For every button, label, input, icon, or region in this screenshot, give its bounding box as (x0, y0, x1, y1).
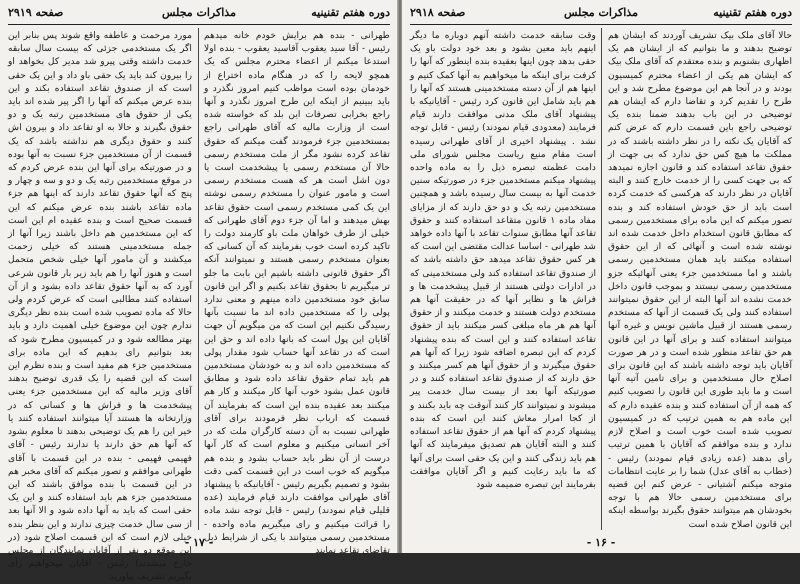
right-page (402, 0, 800, 553)
left-header-title: مذاكرات مجلس (162, 6, 236, 19)
right-column-left-text: وقت سابقه خدمت داشته آنهم دوباره ما دیگر اینهم باید معین بشود و بعد خود دولت باو یک حقی بدهد چون اینها بعقیده بنده اینطور که آنها را کرفت برای اینکه ما میخواهیم به آنها کمک کنیم و اینها هم از آن دسته مستخدمینی هستند که آنها را هم باید شامل این قانون کرد رئیس - آقایانیکه با پیشنهاد آقای ملک مدنی موافقت دارند قیام فرمایند (معدودی قیام نمودند) رئیس - قابل توجه نشد . پیشنهاد اخیری از آقای طهرانی رسیده است مقام منیع ریاست مجلس شورای ملی دامت عظمته تبصره ذیل را به ماده واحده پیشنهاد میکنم مستخدمین جزء در صورتیکه سنین خدمت آنها به بیست سال رسیده باشد و همچنین مستخدمین رتبه یک و دو حق دارند که از مزایای مفاد ماده ۱ قانون متقاعد استفاده کنند و حقوق تقاعد آنها مطابق سنوات تقاعد با آنها داده خواهد شد طهرانی - اساسا عدالت مقتضی این است که هر کس حقوق تقاعد میدهد حق داشته باشد که از صندوق تقاعد استفاده کند ولی مستخدمینی که در ادارات دولتی هستند از قبیل پیشخدمت ها و فراش ها و نظایر آنها که در حقیقت آنها هم مستخدم دولت هستند و خدمت میکنند و از حقوق آنها هم هر ماه مبلغی کسر میکنند باید از حقوق تقاعد استفاده کنند و این است که بنده پیشنهاد کردم که این تبصره اضافه شود زیرا که آنها هم حقوق میگیرند و از حقوق آنها هم کسر میکنند و حق دارند که از صندوق تقاعد استفاده کنند و در صورتیکه آنها بعد از بیست سال خدمت پیر میشوند و نمیتوانند کار کنند آنوقت چه باید بکنند و از کجا امرار معاش کنند این است که بنده پیشنهاد کردم که آنها هم از حقوق تقاعد استفاده کنند و البته آقایان هم تصدیق میفرمایند که آنها هم باید زندگی کنند و این یک حقی است برای آنها که ما باید رعایت کنیم و اگر آقایان موافقت بفرمایند این تبصره ضمیمه شود (410, 30, 596, 490)
right-header-title: مذاكرات مجلس (564, 6, 638, 19)
right-column-right-text: حالا آقای ملک بیک تشریف آوردند که ایشان هم توضیح بدهند و ما بتوانیم که از ایشان هم یک اظهاری بشنویم و بنده معتقدم که آقای ملک بیک که ایشان هم یکی از اعضاء محترم کمیسیون بودند و در آنجا هم این موضوع مطرح شد و این طرح را تقدیم کرد و تقاضا دارم که ایشان هم توضیحی در این باب بدهند ضمنا بنده یک توضیحی راجع باین قسمت دارم که عرض کنم که آقایان یک نکته را در نظر داشته باشند که در مملکت ما هیچ کس حق ندارد که بی جهت از حقوق تقاعد استفاده کند و قانون اجازه نمیدهد که بی جهت کسی را از خدمت خارج کنند و البته آقایان در نظر دارند که هرکسی که خدمت کرده است باید از حق خودش استفاده کند و بنده تصور میکنم که این ماده برای مستخدمین رسمی که مطابق قانون استخدام داخل خدمت شده اند نوشته شده است و آنهائی که از این حقوق استفاده میکنند باید همان مستخدمین رسمی باشند و اما مستخدمین جزء یعنی آنهائیکه جزو مستخدمین رسمی نیستند و بموجب قانون داخل خدمت نشده اند آنها البته از این حقوق نمیتوانند استفاده کنند ولی یک قسمت از آنها که مستخدم رسمی هستند از قبیل ماشین نویس و غیره آنها میتوانند استفاده کنند و برای آنها در این قانون هم حق تقاعد منظور شده است و در هر صورت آقایان باید توجه داشته باشند که این قانون برای اصلاح حال مستخدمین و برای تامین آتیه آنها است و ما باید طوری این قانون را تصویب کنیم که همه از آن استفاده کنند و بنده عقیده دارم که این ماده هم به همین ترتیب که در کمیسیون تصویب شده است خوب است و اصلاح لازم ندارد و بنده موافقم که آقایان با همین ترتیب رأی بدهند (عده زیادی قیام نمودند) رئیس - (خطاب به آقای عدل) شما را بر عایت انتظامات متوجه میکنم آشتیانی - عرض کنم این قضیه برای مستخدمین رسمی حالا هم با توجه بخودشان هم میتوانند حقوق بگیرند بواسطه اینکه این قانون اصلاح شده است (608, 30, 792, 530)
left-page (0, 0, 398, 583)
left-column-right (204, 29, 390, 556)
left-page-number: - ۱۷ - (184, 536, 214, 549)
right-page-number: - ۱۶ - (586, 536, 616, 549)
right-header-page: صفحه ۲۹۱۸ (410, 6, 466, 19)
left-column-left (8, 29, 192, 583)
left-header-session: دوره هفتم تقنينيه (311, 6, 390, 19)
left-header-rule (8, 24, 390, 25)
left-column-divider (198, 28, 199, 530)
left-column-right-text: طهرانی - بنده هم برایش خودم خانه میدهم رئیس - آقا سید یعقوب آقاسید یعقوب - بنده اولا استدعا میکنم از اعضاء محترم مجلس که یک همچو لایحه را که در هنگام ماده اختراع از خودمان بوده است مواظب کنیم امروز نگذرد و باید ببینیم از اینکه این طرح امروز نگذرد و آنها راجع بخرابی تصرفات این بلد که خواسته شده است از وزارت مالیه که آقای طهرانی راجع بمستخدمین جزء فرمودند گفت میکنم که حقوق تقاعد کرده نشود مگر از ملت مستخدم رسمی حالا آن مستخدم رسمی یا پیشخدمت است یا دون اشل است هر که هست مستخدم رسمی است و مامور عنوان را مستخدم رسمی نوشته این یک کمی مستخدم رسمی است حقوق تقاعد بهش میدهند و اما آن جزء دوم آقای طهرانی که خیلی از طرف خواهان ملت باو کارمند دولت را تاکید کرده است خوب بفرمایند که آن کسانی که بعنوان مستخدم رسمی هستند و نمیتوانند آنکه اگر حقوق قانونی داشته باشیم این بابت ما جلو تر میگیریم تا بحقوق تقاعد بکنیم و اگر این قانون سابق خود مستخدمین داده مینهم و معنی ندارد پولی را که مستخدمین داده اند ما نسبت بآنها رسیدگی نکنیم این است که من میگویم آن جهت آقایان این پول است که بانها داده اند و حق این است که در تقاعد آنها حساب شود مقدار پولی که مستخدمین داده اند و به خودشان مستخدمین هم باید تمام حقوق تقاعد داده شود و مطابق قانون عمل بشود خوب آنها کار میکنند و کار هم میکنند بعد عقیده بنده این است که بفرمایند آن قسمت که ارباب نظر فرمودند برای آقای طهرانی نسبت به آن دسته کارگران ملت که در آخر انسانی میکنیم و معلوم است که کار آنها درست از آن نظر باید حساب بشود و بنده هم میگویم که خوب است در این قسمت کمی دقت بشود و تصمیم بگیریم رئیس - آقایانیکه با پیشنهاد آقای طهرانی موافقت دارند قیام فرمایند (عده قلیلی قیام نمودند) رئیس - قابل توجه نشد ماده را قرائت میکنیم و رای میگیریم ماده واحده - مستخدمین رسمی میتوانند با یکی از شرایط ذیل تقاضای تقاعد نمایند (204, 30, 390, 556)
right-column-divider (601, 28, 602, 530)
right-column-left (410, 29, 596, 529)
left-header-page: صفحه ۲۹۱۹ (8, 6, 64, 19)
left-page-header (8, 6, 390, 24)
right-header-rule (410, 24, 792, 25)
right-column-right (608, 29, 792, 529)
right-page-header (410, 6, 792, 24)
left-column-left-text: مورد مرحمت و عاطفه واقع شوند پس بنابر این اگر یک مستخدمی جزئی که بیست سال سابقه خدمت داشته وقتی پیرو شد مدیر کل بخواهد او را بیرون کند باید یک حقی باو داد و این یک حقی است که از صندوق تقاعد استفاده بکند و این بنده عرض میکنم که آنها را اگر پیر شده اند باید یکی از حقوق های مستخدمین رتبه یک و دو حقوق بگیرند و حالا به او تقاعد داد و بیرون اش کنند و حقوق دیگری هم نداشته باشد که یک قسمت از آن مستخدمین جزء نسبت به آنها بوده و در صورتیکه برای آنها این بنده عرض کردم که در موقع مستخدمین رتبه یک و دو و سه و چهار و پنج که آنها حقوق تقاعد دارند که اینها هم جزء ماده تقاعد باشند بنده عرض میکنم که این قسمت صحیح است و بنده عقیده ام این است که این مستخدمین هم داخل باشند زیرا آنها از جمله مستخدمینی هستند که خیلی زحمت میکشند و آن مامور آنها خیلی شخص متحمل است و هنوز آنها را هم باید زیر بار قانون شرعی آورد که به آنها حقوق تقاعد داده بشود و از آن استفاده کنند مطالبی است که عرض کردم ولی حالا که ماده تصویب شده است بنده نظر دیگری ندارم چون این موضوع خیلی اهمیت دارد و باید بهتر مطالعه شود و در کمیسیون مطرح شود که بعد بتوانیم رای بدهیم که این ماده برای مستخدمین جزء هم مفید است و بنده نظرم این است که این قضیه را یک قدری توضیح بدهند آقای وزیر مالیه که این مستخدمین جزء یعنی پیشخدمت ها و فراش ها و کسانی که در وزارتخانه ها هستند آیا میتوانند استفاده کنند یا خیر این را هم یک توضیحی بدهند تا معلوم بشود که آنها هم حق دارند یا ندارند رئیس - آقای فهیمی فهیمی - بنده در این قسمت با آقای طهرانی موافقم و تصور میکنم که آقای مخبر هم در این قسمت با بنده موافق باشند که این مستخدمین جزء هم باید استفاده کنند و این یک حقی است که باید به آنها داده شود و الا آنها بعد از سی سال خدمت چیزی ندارند و این بنظر بنده خیلی لازم است که این قسمت اصلاح شود (در این موقع دو نفر از آقایان نمایندگان از مجلس خارج میشدند) رئیس - آقایان میخواهیم رأی بگیریم تشریف بیاورید (8, 30, 192, 583)
right-header-session: دوره هفتم تقنينيه (713, 6, 792, 19)
